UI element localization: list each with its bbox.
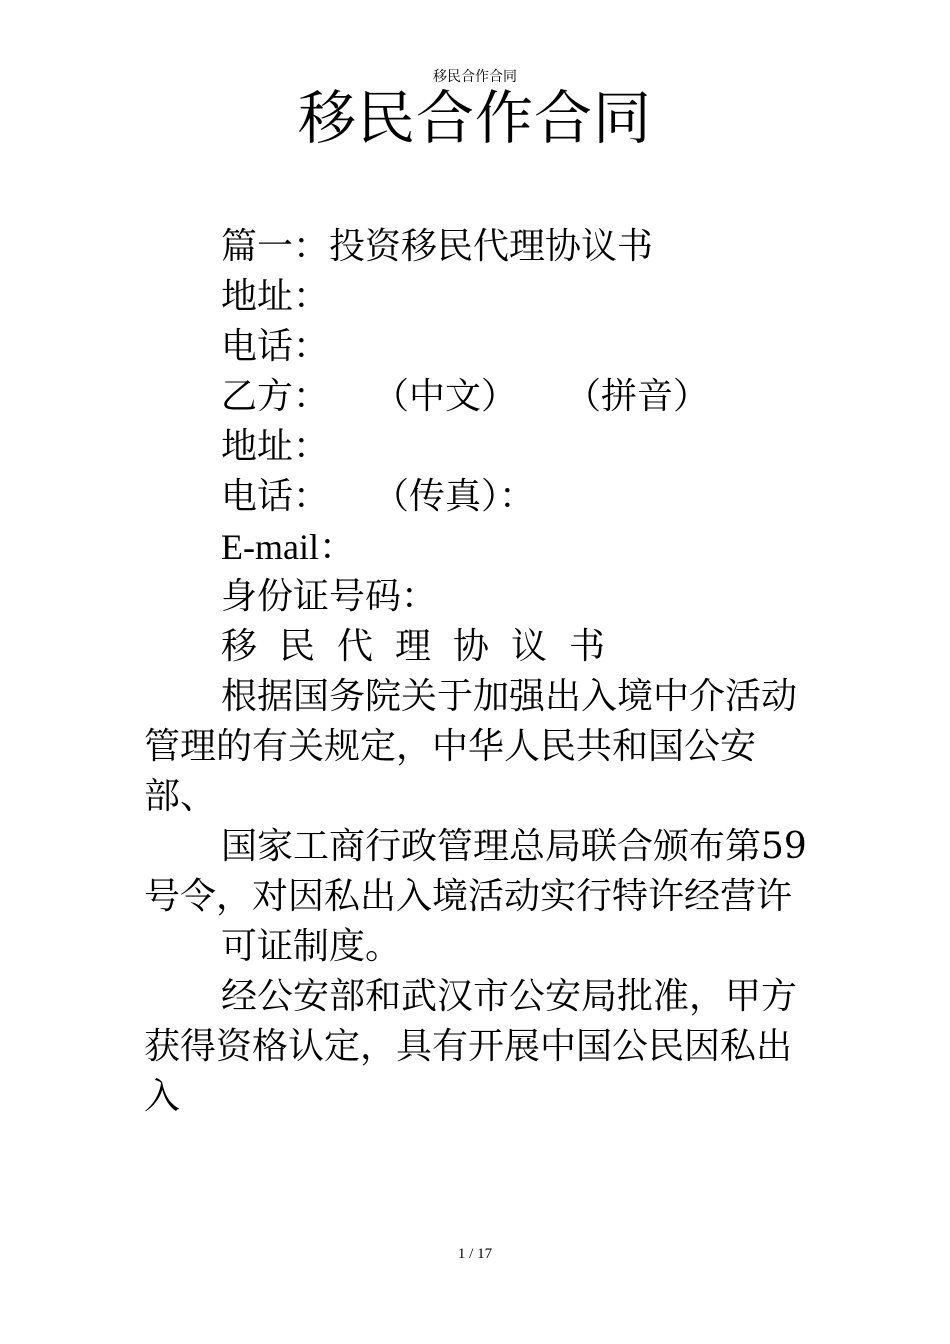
party-a-address-field: 地址： [221,276,330,317]
party-b-chinese-name-field: （中文） [373,376,518,417]
running-header: 移民合作合同 [433,69,517,85]
party-b-label: 乙方： [221,376,330,417]
party-b-address-field: 地址： [221,426,330,467]
party-b-name-row [144,372,820,422]
agreement-paragraph: 根据国务院关于加强出入境中介活动管理的有关规定，中华人民共和国公安部、 [144,676,798,817]
party-b-fax-label: （传真）： [373,476,536,517]
party-b-id-field: 身份证号码： [221,576,438,617]
page-number: 1 / 17 [457,1246,493,1262]
agreement-paragraph: 可证制度。 [221,926,402,967]
document-title: 移民合作合同 [297,84,652,152]
section-heading: 篇一：投资移民代理协议书 [221,226,654,267]
document-body [144,222,820,1122]
agreement-paragraph: 经公安部和武汉市公安局批准，甲方获得资格认定，具有开展中国公民因私出入 [144,976,798,1117]
party-b-email-field: E-mail： [221,527,355,567]
agreement-heading: 移民代理协议书 [221,626,628,667]
party-b-phone-row [144,472,820,522]
agreement-paragraph: 国家工商行政管理总局联合颁布第59 号令，对因私出入境活动实行特许经营许 [144,826,807,917]
party-b-phone-label: 电话： [221,476,330,517]
party-b-pinyin-name-field: （拼音） [565,376,710,417]
party-a-phone-field: 电话： [221,326,330,367]
